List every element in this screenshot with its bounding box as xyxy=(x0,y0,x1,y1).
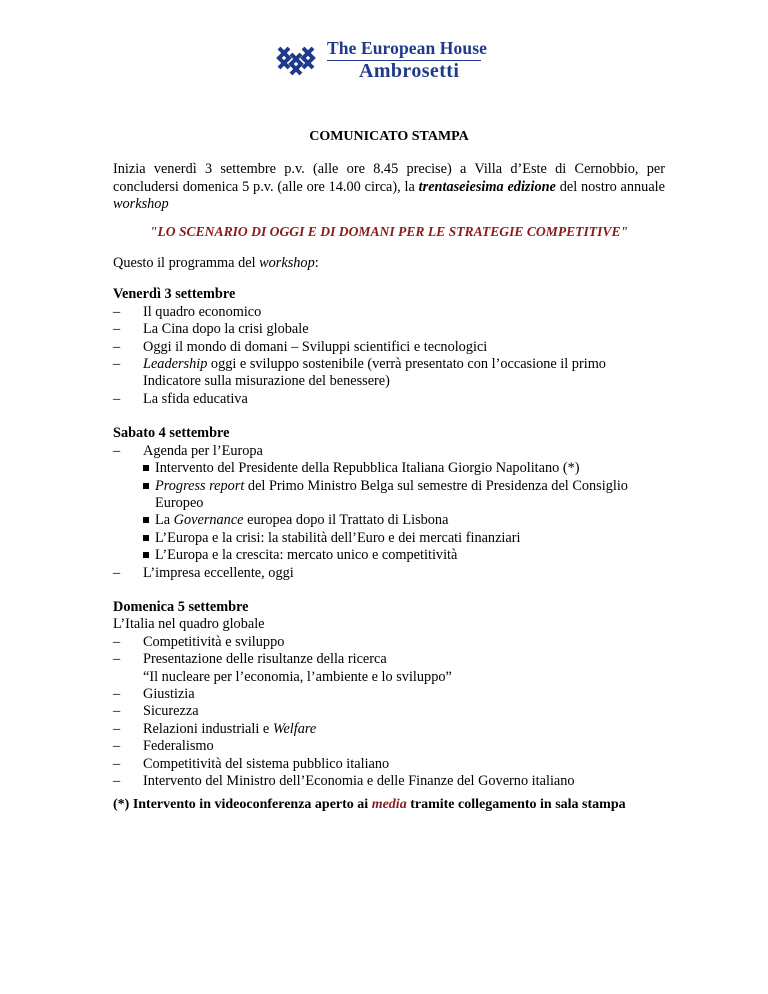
dash-bullet: – xyxy=(113,685,121,702)
program-intro xyxy=(113,255,665,272)
item-text: Presentazione delle risultanze della ricerca xyxy=(143,651,387,668)
day-title-friday: Venerdì 3 settembre xyxy=(113,286,236,303)
list-item xyxy=(113,391,665,408)
footnote-media: media xyxy=(371,797,407,812)
program-intro-text: Questo il programma del xyxy=(113,255,260,272)
dash-bullet: – xyxy=(113,720,121,737)
day-title-sunday: Domenica 5 settembre xyxy=(113,598,249,615)
dash-bullet: – xyxy=(113,564,121,581)
sub-list-item xyxy=(113,512,665,529)
dash-bullet: – xyxy=(113,738,121,755)
list-item xyxy=(113,356,665,391)
intro-edition: trentaseiesima edizione xyxy=(418,178,556,195)
dash-bullet: – xyxy=(113,442,121,459)
list-item xyxy=(113,686,665,703)
item-text: Agenda per l’Europa xyxy=(143,442,263,459)
day-lead-sunday: L’Italia nel quadro globale xyxy=(113,616,265,633)
list-item xyxy=(113,773,665,790)
list-item xyxy=(113,738,665,755)
day-friday xyxy=(113,286,665,408)
day-sunday xyxy=(113,599,665,790)
intro-text-2: del nostro annuale xyxy=(555,178,665,195)
footnote-text-1: (*) Intervento in videoconferenza aperto ai xyxy=(113,797,372,812)
list-item xyxy=(113,339,665,356)
item-italic: Leadership xyxy=(143,356,208,373)
list-item xyxy=(113,321,665,338)
item-text: La sfida educativa xyxy=(143,390,248,407)
intro-workshop: workshop xyxy=(113,196,169,213)
list-item xyxy=(113,634,665,651)
item-text: Competitività del sistema pubblico italiano xyxy=(143,755,390,772)
item-text: “Il nucleare per l’economia, l’ambiente e lo sviluppo” xyxy=(143,668,452,685)
footnote-text-2: tramite collegamento in sala stampa xyxy=(406,797,626,812)
square-bullet-icon xyxy=(143,465,149,471)
dash-bullet: – xyxy=(113,651,121,668)
list-item xyxy=(113,703,665,720)
item-text: La Cina dopo la crisi globale xyxy=(143,321,309,338)
dash-bullet: – xyxy=(113,390,121,407)
item-text: Sicurezza xyxy=(143,703,199,720)
item-text: del Primo Ministro Belga sul semestre di Presidenza del Consiglio Europeo xyxy=(155,477,628,511)
item-text: L’Europa e la crisi: la stabilità dell’Euro e dei mercati finanziari xyxy=(155,529,521,546)
item-text: Il quadro economico xyxy=(143,303,262,320)
footnote xyxy=(113,797,626,813)
item-text: oggi e sviluppo sostenibile (verrà presentato con l’occasione il primo Indicatore sulla misurazione del benessere) xyxy=(143,356,606,390)
item-text: L’Europa e la crescita: mercato unico e competitività xyxy=(155,547,458,564)
item-text: Oggi il mondo di domani – Sviluppi scientifici e tecnologici xyxy=(143,338,488,355)
intro-text-1: Inizia venerdì 3 settembre p.v. (alle ore 8.45 precise) a Villa d’Este di Cernobbio, per concludersi domenica 5 p.v. (alle ore 14.00 circa), la xyxy=(113,161,665,195)
square-bullet-icon xyxy=(143,517,149,523)
item-text: Intervento del Ministro dell’Economia e delle Finanze del Governo italiano xyxy=(143,773,575,789)
item-text: Competitività e sviluppo xyxy=(143,633,285,650)
logo-mark-icon xyxy=(275,40,319,84)
square-bullet-icon xyxy=(143,552,149,558)
square-bullet-icon xyxy=(143,483,149,489)
item-text: europea dopo il Trattato di Lisbona xyxy=(243,512,449,529)
dash-bullet: – xyxy=(113,338,121,355)
sub-list-item xyxy=(113,478,665,513)
dash-bullet: – xyxy=(113,633,121,650)
list-item xyxy=(113,721,665,738)
item-italic: Progress report xyxy=(155,477,245,494)
intro-paragraph xyxy=(113,161,665,213)
list-item xyxy=(113,443,665,460)
day-saturday xyxy=(113,425,665,582)
item-text: Intervento del Presidente della Repubblica Italiana Giorgio Napolitano (*) xyxy=(155,460,580,477)
program-intro-workshop: workshop xyxy=(259,255,315,272)
item-text: La xyxy=(155,512,174,529)
dash-bullet: – xyxy=(113,755,121,772)
list-item xyxy=(113,565,665,582)
list-item xyxy=(113,304,665,321)
day-title-saturday: Sabato 4 settembre xyxy=(113,425,230,442)
dash-bullet: – xyxy=(113,356,121,373)
program-intro-colon: : xyxy=(314,255,319,272)
dash-bullet: – xyxy=(113,773,121,789)
press-release-body xyxy=(113,128,665,807)
company-logo xyxy=(275,38,485,84)
item-text: Federalismo xyxy=(143,738,214,755)
sub-list-item xyxy=(113,547,665,564)
square-bullet-icon xyxy=(143,535,149,541)
list-item xyxy=(113,756,665,773)
item-italic: Welfare xyxy=(272,720,317,737)
sub-list-item xyxy=(113,530,665,547)
logo-text-bottom: Ambrosetti xyxy=(359,60,460,82)
list-item xyxy=(113,651,665,686)
dash-bullet: – xyxy=(113,703,121,720)
item-text: Giustizia xyxy=(143,685,195,702)
logo-text-top: The European House xyxy=(327,38,487,58)
page-title: COMUNICATO STAMPA xyxy=(309,129,469,144)
dash-bullet: – xyxy=(113,321,121,338)
dash-bullet: – xyxy=(113,303,121,320)
workshop-headline: "LO SCENARIO DI OGGI E DI DOMANI PER LE STRATEGIE COMPETITIVE" xyxy=(149,223,629,239)
item-text: Relazioni industriali e xyxy=(143,720,273,737)
item-text: L’impresa eccellente, oggi xyxy=(143,564,294,581)
sub-list-item xyxy=(113,460,665,477)
item-italic: Governance xyxy=(173,512,244,529)
